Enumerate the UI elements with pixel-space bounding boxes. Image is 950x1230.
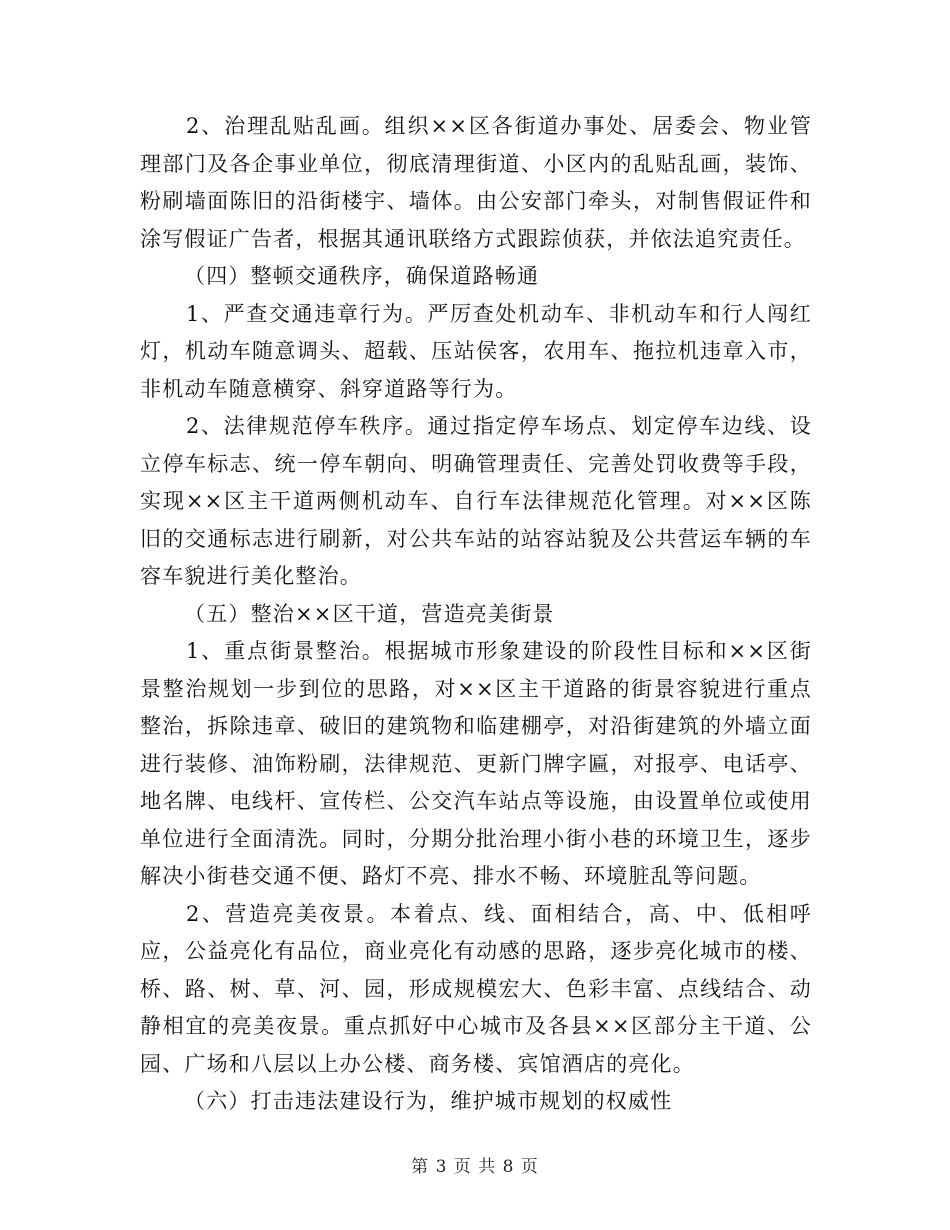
paragraph-streetscape-renovation: 1、重点街景整治。根据城市形象建设的阶段性目标和××区街景整治规划一步到位的思路，对××区主干道路的街景容貌进行重点整治，拆除违章、破旧的建筑物和临建棚亭，对沿街建筑的外墙立面进行装修、油饰粉刷，法律规范、更新门牌字匾，对报亭、电话亭、地名牌、电线杆、宣传栏、公交汽车站点等设施，由设置单位或使用单位进行全面清洗。同时，分期分批治理小街小巷的环境卫生，逐步解决小街巷交通不便、路灯不亮、排水不畅、环境脏乱等问题。: [140, 639, 812, 888]
section-heading-street-improvement: （五）整治××区干道，营造亮美街景: [184, 601, 555, 626]
paragraph-traffic-violations: 1、严查交通违章行为。严厉查处机动车、非机动车和行人闯红灯，机动车随意调头、超载、压站侯客，农用车、拖拉机违章入市，非机动车随意横穿、斜穿道路等行为。: [140, 301, 812, 401]
paragraph-parking-order: 2、法律规范停车秩序。通过指定停车场点、划定停车边线、设立停车标志、统一停车朝向、明确管理责任、完善处罚收费等手段，实现××区主干道两侧机动车、自行车法律规范化管理。对××区陈旧的交通标志进行刷新，对公共车站的站容站貌及公共营运车辆的车容车貌进行美化整治。: [140, 414, 812, 588]
paragraph-graffiti-control: 2、治理乱贴乱画。组织××区各街道办事处、居委会、物业管理部门及各企事业单位，彻底清理街道、小区内的乱贴乱画，装饰、粉刷墙面陈旧的沿街楼宇、墙体。由公安部门牵头，对制售假证件和涂写假证广告者，根据其通讯联络方式跟踪侦获，并依法追究责任。: [140, 114, 812, 251]
section-heading-traffic-order: （四）整顿交通秩序，确保道路畅通: [184, 264, 540, 288]
document-body: [140, 108, 812, 1121]
paragraph-night-lighting: 2、营造亮美夜景。本着点、线、面相结合，高、中、低相呼应，公益亮化有品位，商业亮化有动感的思路，逐步亮化城市的楼、桥、路、树、草、河、园，形成规模宏大、色彩丰富、点线结合、动静相宜的亮美夜景。重点抓好中心城市及各县××区部分主干道、公园、广场和八层以上办公楼、商务楼、宾馆酒店的亮化。: [140, 901, 812, 1076]
page-number-footer: 第 3 页 共 8 页: [411, 1157, 539, 1177]
section-heading-illegal-construction: （六）打击违法建设行为，维护城市规划的权威性: [184, 1089, 673, 1113]
